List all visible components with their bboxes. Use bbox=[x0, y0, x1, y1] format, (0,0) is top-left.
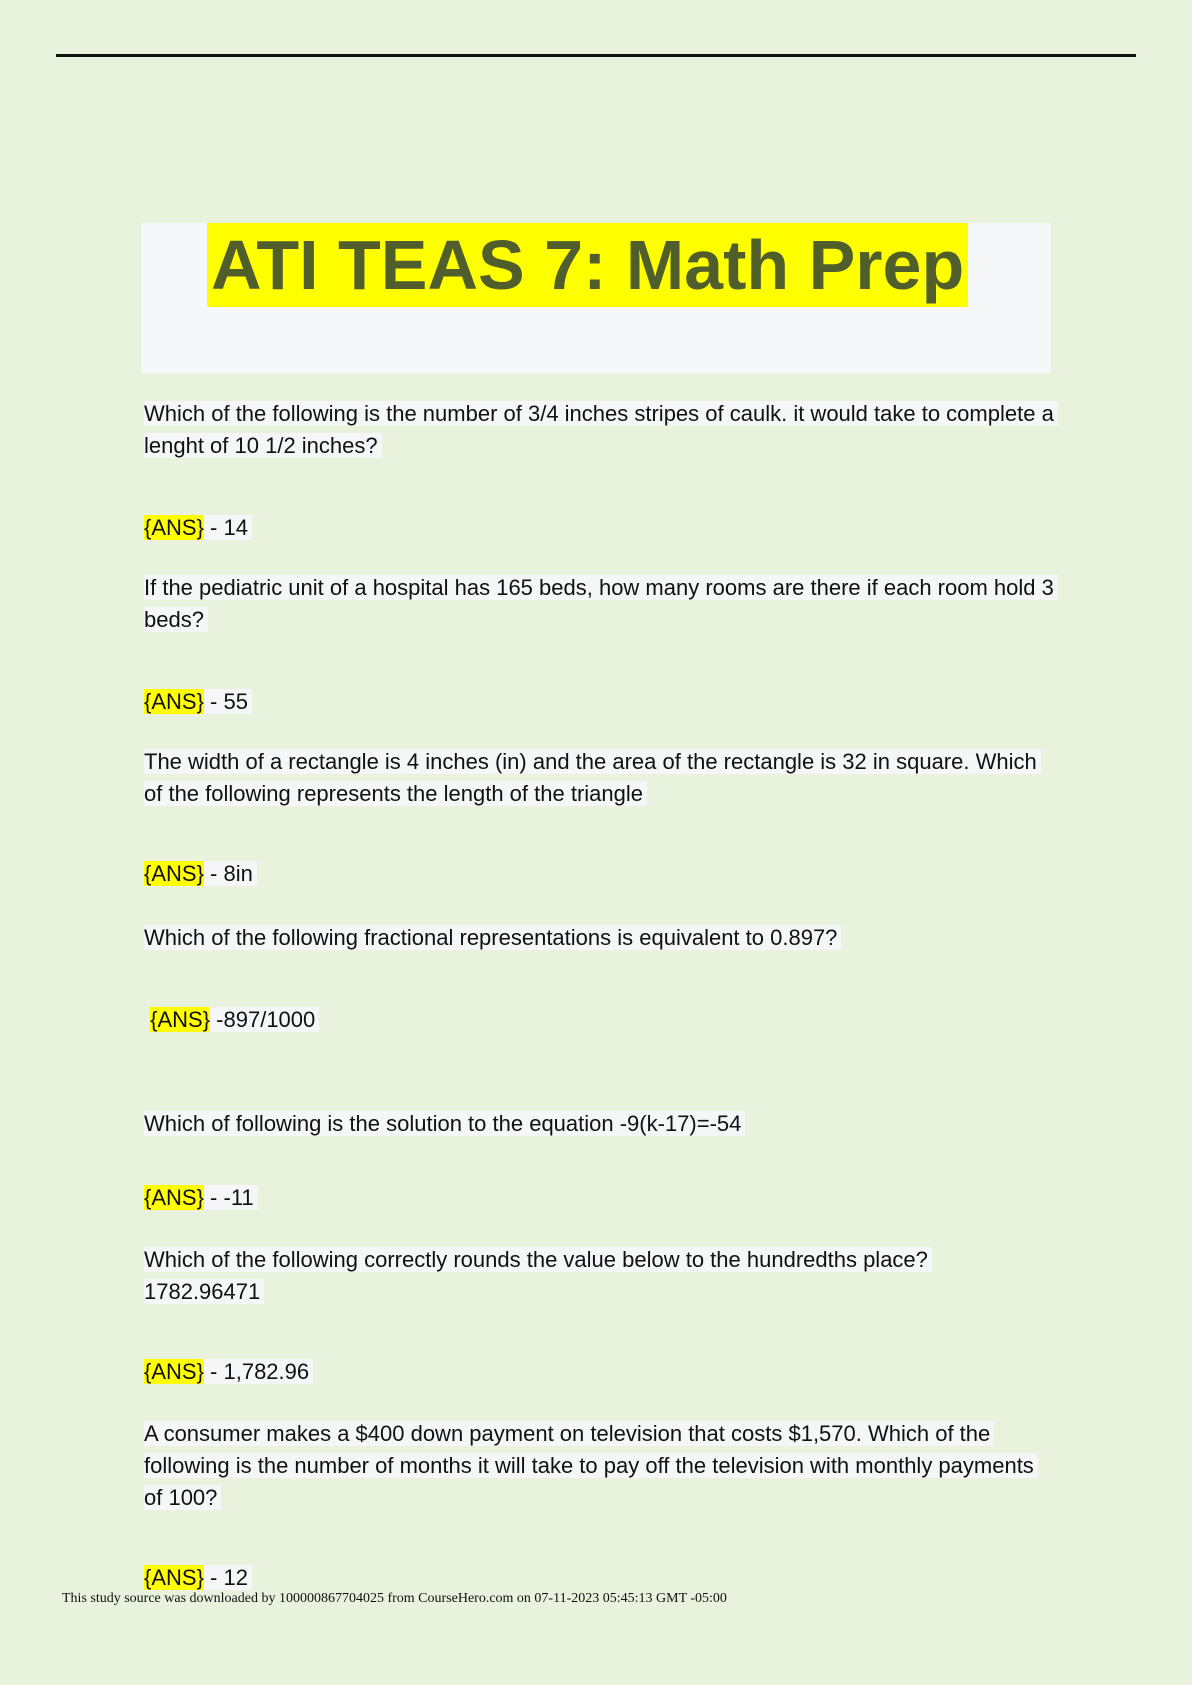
question-2 bbox=[144, 572, 1054, 636]
answer-tag: {ANS} bbox=[144, 1359, 204, 1384]
question-7-text: A consumer makes a $400 down payment on television that costs $1,570. Which of the following is the number of months it will take to pay off the television with monthly payments of 100? bbox=[144, 1421, 1038, 1510]
answer-tag: {ANS} bbox=[144, 1565, 204, 1590]
answer-tag: {ANS} bbox=[144, 861, 204, 886]
question-5-text: Which of following is the solution to the equation -9(k-17)=-54 bbox=[144, 1111, 745, 1136]
answer-7 bbox=[144, 1562, 1054, 1594]
answer-value: - 55 bbox=[204, 689, 252, 714]
download-footer: This study source was downloaded by 100000867704025 from CourseHero.com on 07-11-2023 05:45:13 GMT -05:00 bbox=[62, 1591, 727, 1606]
answer-4 bbox=[144, 1004, 1054, 1036]
answer-tag: {ANS} bbox=[150, 1007, 211, 1032]
answer-2 bbox=[144, 686, 1054, 718]
question-4-text: Which of the following fractional representations is equivalent to 0.897? bbox=[144, 925, 841, 950]
answer-5 bbox=[144, 1182, 1054, 1214]
question-5 bbox=[144, 1108, 1054, 1140]
question-7 bbox=[144, 1418, 1054, 1514]
question-6-text: Which of the following correctly rounds the value below to the hundredths place? 1782.96471 bbox=[144, 1247, 932, 1304]
answer-tag: {ANS} bbox=[144, 689, 204, 714]
question-1-text: Which of the following is the number of 3/4 inches stripes of caulk. it would take to complete a lenght of 10 1/2 inches? bbox=[144, 401, 1058, 458]
question-1 bbox=[144, 398, 1054, 462]
question-3-text: The width of a rectangle is 4 inches (in) and the area of the rectangle is 32 in square. Which of the following represents the length of the triangle bbox=[144, 749, 1041, 806]
question-4 bbox=[144, 922, 1054, 954]
answer-value: -897/1000 bbox=[210, 1007, 319, 1032]
top-rule bbox=[56, 54, 1136, 57]
question-2-text: If the pediatric unit of a hospital has 165 beds, how many rooms are there if each room hold 3 beds? bbox=[144, 575, 1058, 632]
answer-tag: {ANS} bbox=[144, 1185, 204, 1210]
answer-value: - 14 bbox=[204, 515, 252, 540]
answer-value: - 1,782.96 bbox=[204, 1359, 313, 1384]
answer-value: - 12 bbox=[204, 1565, 252, 1590]
document-title: ATI TEAS 7: Math Prep bbox=[207, 223, 968, 307]
answer-value: - 8in bbox=[204, 861, 257, 886]
question-6 bbox=[144, 1244, 1054, 1308]
answer-3 bbox=[144, 858, 1054, 890]
answer-tag: {ANS} bbox=[144, 515, 204, 540]
answer-1 bbox=[144, 512, 1054, 544]
question-3 bbox=[144, 746, 1054, 810]
answer-6 bbox=[144, 1356, 1054, 1388]
qa-list bbox=[144, 398, 1054, 1594]
answer-value: - -11 bbox=[204, 1185, 258, 1210]
